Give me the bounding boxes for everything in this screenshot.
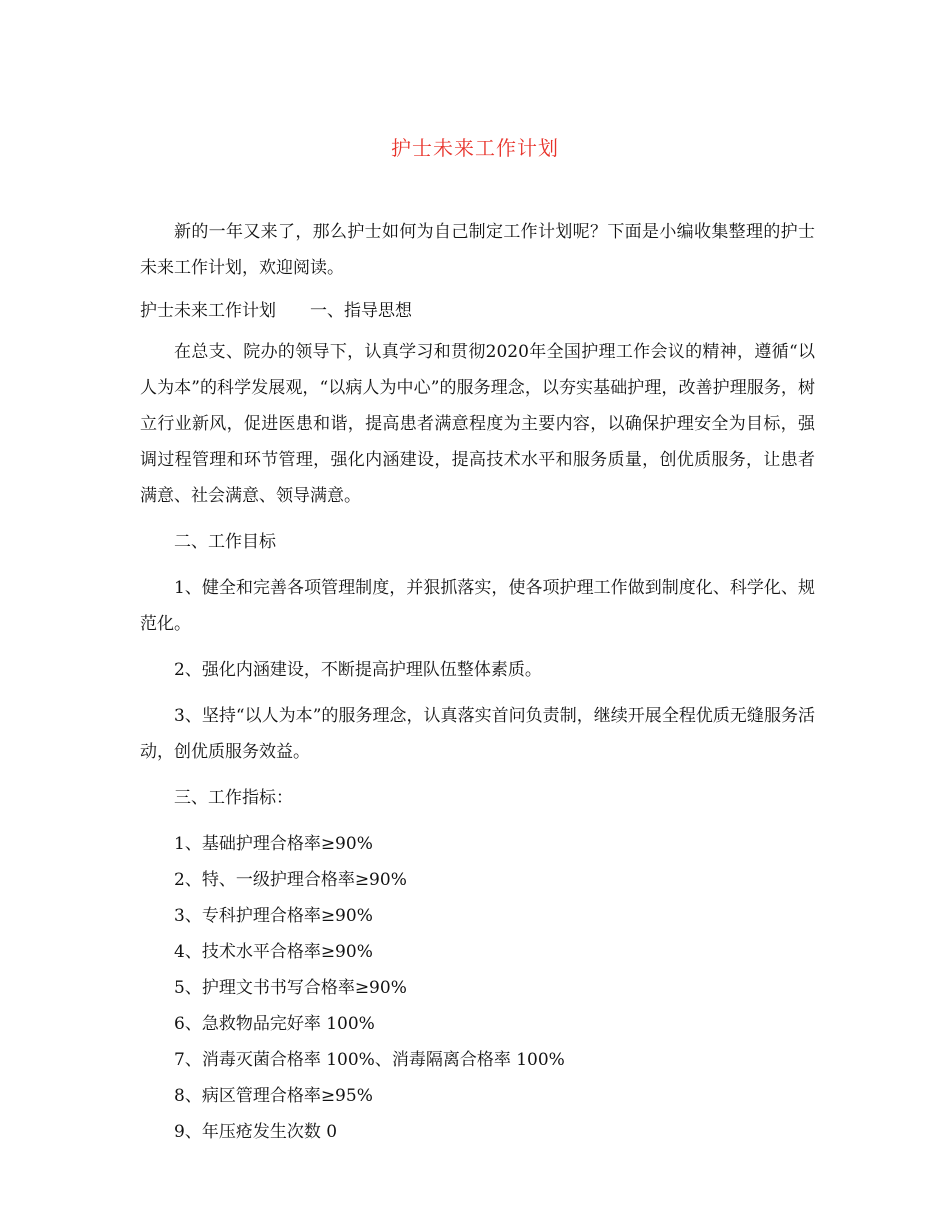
indicator-item-9: 9、年压疮发生次数 0	[174, 1122, 338, 1142]
indicator-item-7: 7、消毒灭菌合格率 100%、消毒隔离合格率 100%	[174, 1050, 565, 1070]
goal-item-3: 3、坚持“以人为本”的服务理念，认真落实首问负责制，继续开展全程优质无缝服务活动，创优质服务效益。	[140, 706, 815, 762]
indicator-item-1: 1、基础护理合格率≥90%	[174, 834, 373, 854]
indicator-item-4: 4、技术水平合格率≥90%	[174, 942, 373, 962]
document-body	[140, 214, 815, 1150]
section-3-title: 三、工作指标：	[174, 788, 293, 808]
indicator-item-8: 8、病区管理合格率≥95%	[174, 1086, 373, 1106]
intro-paragraph: 新的一年又来了，那么护士如何为自己制定工作计划呢？下面是小编收集整理的护士未来工作计划，欢迎阅读。	[140, 222, 815, 278]
indicator-item-3: 3、专科护理合格率≥90%	[174, 906, 373, 926]
indicator-item-5: 5、护理文书书写合格率≥90%	[174, 978, 407, 998]
document-title: 护士未来工作计划	[391, 136, 559, 160]
indicator-item-6: 6、急救物品完好率 100%	[174, 1014, 375, 1034]
indicator-item-2: 2、特、一级护理合格率≥90%	[174, 870, 407, 890]
section-2-title: 二、工作目标	[174, 532, 276, 552]
goal-item-2: 2、强化内涵建设，不断提高护理队伍整体素质。	[174, 660, 542, 680]
goal-item-1: 1、健全和完善各项管理制度，并狠抓落实，使各项护理工作做到制度化、科学化、规范化。	[140, 578, 815, 634]
guiding-paragraph: 在总支、院办的领导下，认真学习和贯彻2020年全国护理工作会议的精神，遵循“以人为本”的科学发展观，“以病人为中心”的服务理念，以夯实基础护理，改善护理服务，树立行业新风，促进医患和谐，提高患者满意程度为主要内容，以确保护理安全为目标，强调过程管理和环节管理，强化内涵建设，提高技术水平和服务质量，创优质服务，让患者满意、社会满意、领导满意。	[140, 342, 815, 506]
plan-heading-line: 护士未来工作计划 一、指导思想	[140, 301, 412, 321]
